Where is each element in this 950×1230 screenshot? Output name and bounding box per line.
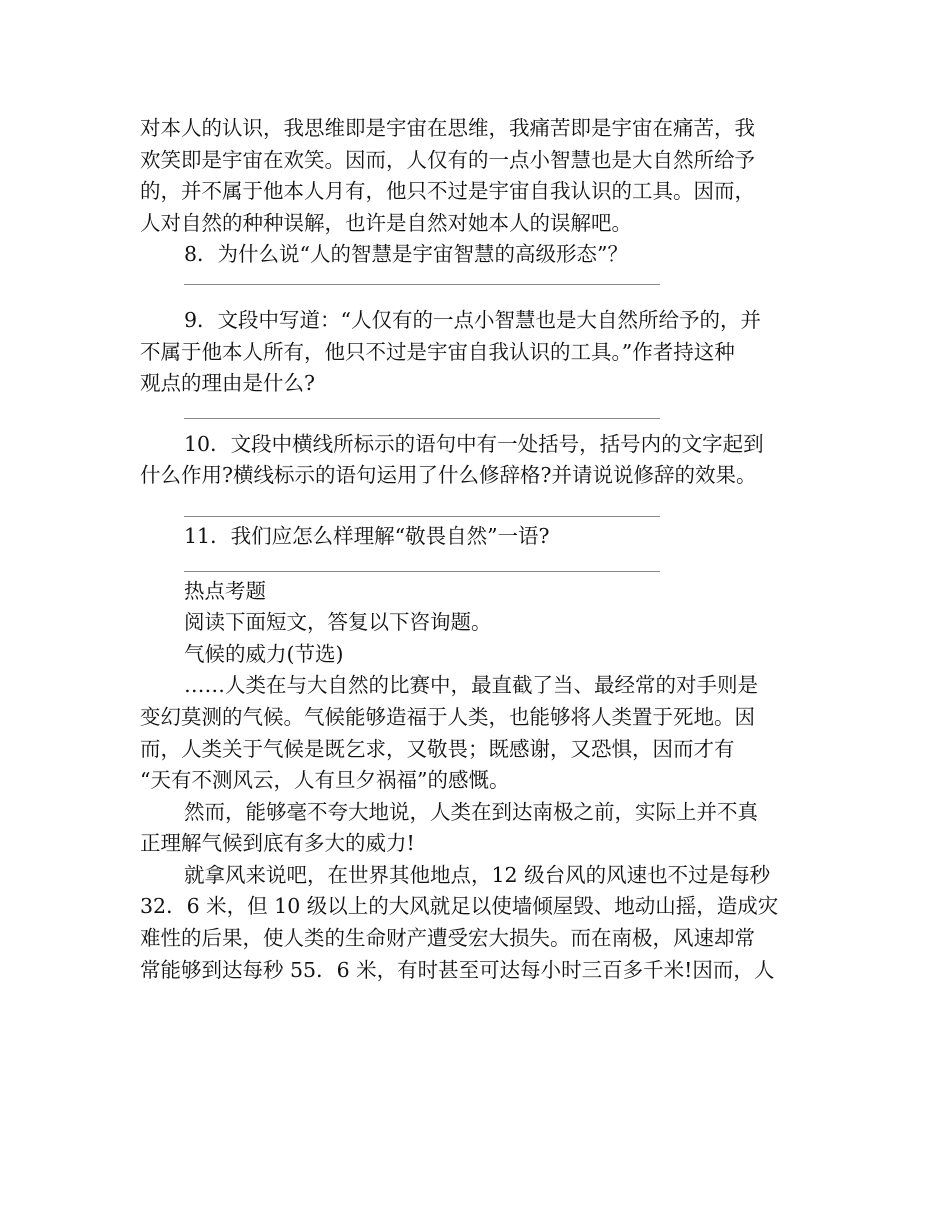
passage-line: 欢笑即是宇宙在欢笑。因而，人仅有的一点小智慧也是大自然所给予 (140, 147, 755, 172)
article-line: “天有不测风云，人有旦夕祸福”的感慨。 (140, 768, 510, 793)
article-line: ……人类在与大自然的比赛中，最直截了当、最经常的对手则是 (184, 673, 758, 698)
question-8: 8．为什么说“人的智慧是宇宙智慧的高级形态”？ (184, 242, 629, 267)
article-line: 常能够到达每秒 55．6 米，有时甚至可达每小时三百多千米!因而，人 (140, 957, 775, 982)
passage-line: 对本人的认识，我思维即是宇宙在思维，我痛苦即是宇宙在痛苦，我 (140, 116, 755, 140)
section-heading: 热点考题 (184, 578, 266, 603)
article-line: 而，人类关于气候是既乞求，又敬畏；既感谢，又恐惧，因而才有 (140, 736, 735, 761)
question-10-line: 什么作用?横线标示的语句运用了什么修辞格?并请说说修辞的效果。 (140, 463, 757, 488)
article-line: 32．6 米，但 10 级以上的大风就足以使墙倾屋毁、地动山摇，造成灾 (140, 894, 779, 919)
article-line: 就拿风来说吧，在世界其他地点，12 级台风的风速也不过是每秒 (184, 862, 771, 887)
article-line: 变幻莫测的气候。气候能够造福于人类，也能够将人类置于死地。因 (140, 704, 755, 729)
document-page (140, 113, 812, 986)
question-10-line: 10．文段中横线所标示的语句中有一处括号，括号内的文字起到 (184, 431, 764, 456)
section-instruction: 阅读下面短文，答复以下咨询题。 (184, 610, 492, 635)
article-line: 难性的后果，使人类的生命财产遭受宏大损失。而在南极，风速却常 (140, 926, 755, 951)
passage-line: 的，并不属于他本人月有，他只不过是宇宙自我认识的工具。因而， (140, 179, 755, 204)
question-11: 11．我们应怎么样理解“敬畏自然”一语? (184, 523, 550, 548)
article-title: 气候的威力(节选) (184, 641, 344, 666)
article-line: 然而，能够毫不夸大地说，人类在到达南极之前，实际上并不真 (184, 799, 758, 824)
question-9-line: 不属于他本人所有，他只不过是宇宙自我认识的工具。”作者持这种 (140, 339, 735, 364)
passage-line: 人对自然的种种误解，也许是自然对她本人的误解吧。 (140, 210, 632, 235)
question-9-line: 9．文段中写道：“人仅有的一点小智慧也是大自然所给予的，并 (184, 307, 762, 332)
question-9-line: 观点的理由是什么? (140, 371, 315, 396)
article-line: 正理解气候到底有多大的威力! (140, 831, 415, 856)
